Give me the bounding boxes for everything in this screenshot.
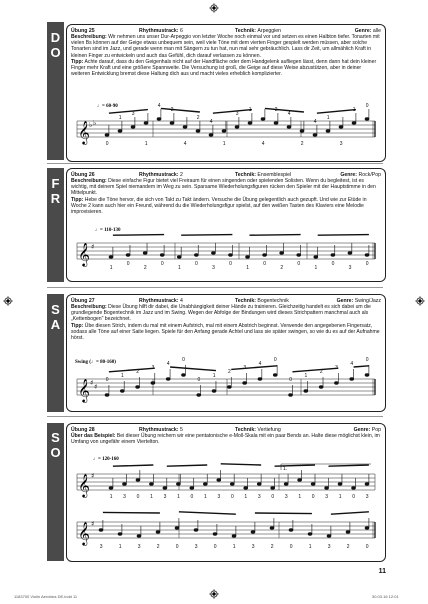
note-head bbox=[258, 378, 262, 381]
note-head bbox=[273, 374, 277, 377]
note-head bbox=[131, 126, 135, 129]
note-head bbox=[300, 130, 304, 133]
note-head bbox=[143, 252, 147, 255]
note-head bbox=[122, 483, 126, 486]
fingering-number: 3 bbox=[137, 544, 141, 550]
day-letter: A bbox=[50, 317, 61, 332]
section-divider bbox=[47, 163, 383, 164]
fingering-number: 1 bbox=[144, 141, 148, 147]
note-head bbox=[352, 487, 356, 490]
note-head bbox=[157, 118, 161, 121]
exercise-header bbox=[67, 169, 385, 178]
note-beam bbox=[109, 368, 155, 372]
fingering-number: 3 bbox=[284, 494, 288, 500]
fingering-number: 0 bbox=[195, 261, 198, 267]
fingering-number: 0 bbox=[160, 261, 164, 267]
fingering-number: 1 bbox=[212, 373, 216, 379]
sharp-icon: ♯ bbox=[91, 472, 95, 480]
note-head bbox=[248, 122, 252, 125]
fingering-number: 4 bbox=[157, 103, 161, 109]
fingering-number: 2 bbox=[280, 265, 284, 271]
note-head bbox=[289, 529, 293, 532]
note-head bbox=[230, 483, 234, 486]
note-head bbox=[325, 487, 329, 490]
note-head bbox=[311, 483, 315, 486]
fingering-number: 0 bbox=[331, 261, 335, 267]
day-letter: S bbox=[51, 302, 60, 317]
fingering-number: 0 bbox=[311, 494, 315, 500]
technique: Technik: Bogentechnik bbox=[235, 298, 289, 304]
fingering-number: 3 bbox=[163, 494, 167, 500]
note-head bbox=[144, 122, 148, 125]
treble-clef-icon: 𝄞 bbox=[78, 378, 90, 402]
fingering-number: 0 bbox=[182, 357, 185, 363]
day-letter: O bbox=[50, 45, 61, 60]
fingering-number: 0 bbox=[365, 357, 369, 363]
registration-mark-icon bbox=[209, 3, 219, 13]
note-beam bbox=[181, 235, 232, 236]
note-head bbox=[149, 483, 153, 486]
fingering-number: 3 bbox=[325, 494, 329, 500]
fingering-number: 0 bbox=[175, 544, 179, 550]
fingering-number: 2 bbox=[196, 115, 200, 121]
note-beam bbox=[265, 108, 304, 112]
exercise-header bbox=[67, 424, 385, 433]
sharp-icon: ♯ bbox=[90, 379, 94, 387]
note-beam bbox=[103, 512, 160, 513]
fingering-number: 1 bbox=[120, 373, 124, 379]
exercise-card bbox=[66, 423, 386, 562]
music-staff bbox=[71, 355, 379, 409]
note-head bbox=[160, 254, 164, 257]
registration-mark-icon bbox=[415, 296, 425, 306]
note-head bbox=[365, 374, 369, 377]
genre: Genre: Swing/Jazz bbox=[336, 298, 381, 304]
exercise-number: Übung 27 bbox=[71, 298, 95, 304]
fingering-number: 3 bbox=[194, 544, 198, 550]
note-head bbox=[212, 390, 216, 393]
note-head bbox=[313, 134, 317, 137]
note-head bbox=[190, 487, 194, 490]
tempo-marking: ♩= 110-130 bbox=[95, 228, 121, 233]
note-head bbox=[319, 386, 323, 389]
technique: Technik: Vertiefung bbox=[235, 427, 281, 433]
fingering-number: 2 bbox=[319, 369, 323, 375]
note-beam bbox=[213, 110, 252, 114]
day-letter: D bbox=[50, 30, 61, 45]
fingering-number: 3 bbox=[257, 494, 261, 500]
fingering-number: 3 bbox=[131, 111, 135, 117]
rhythm-track: Rhythmustrack: 2 bbox=[139, 172, 183, 178]
note-head bbox=[137, 535, 141, 538]
note-head bbox=[181, 374, 185, 377]
note-beam bbox=[255, 513, 312, 514]
note-head bbox=[217, 479, 221, 482]
fingering-number: 4 bbox=[350, 361, 354, 367]
fingering-number: 0 bbox=[213, 544, 217, 550]
genre: Genre: Pop bbox=[353, 427, 381, 433]
note-head bbox=[304, 390, 308, 393]
fingering-number: 3 bbox=[99, 544, 103, 550]
note-head bbox=[105, 394, 109, 397]
note-beam bbox=[167, 465, 207, 466]
day-letter: O bbox=[50, 445, 61, 460]
exercise-card bbox=[66, 168, 386, 282]
fingering-number: 3 bbox=[365, 494, 369, 500]
sharp-icon: ♯ bbox=[94, 383, 98, 391]
registration-mark-icon bbox=[209, 589, 219, 599]
technique: Technik: Arpeggien bbox=[235, 28, 282, 34]
note-head bbox=[228, 254, 232, 257]
note-head bbox=[99, 529, 103, 532]
volta-bracket: 1. bbox=[283, 466, 288, 472]
fingering-number: 3 bbox=[327, 544, 331, 550]
note-head bbox=[331, 254, 335, 257]
fingering-number: 2 bbox=[346, 544, 350, 550]
note-head bbox=[235, 126, 239, 129]
note-beam bbox=[113, 235, 164, 236]
fingering-number: 4 bbox=[287, 111, 291, 117]
note-beam bbox=[170, 367, 216, 371]
note-head bbox=[251, 531, 255, 534]
fingering-number: 3 bbox=[235, 111, 239, 117]
note-head bbox=[211, 252, 215, 255]
fingering-number: 1 bbox=[118, 115, 122, 121]
fingering-number: 4 bbox=[209, 119, 213, 125]
note-head bbox=[177, 256, 181, 259]
fingering-number: 1 bbox=[248, 107, 252, 113]
tip-paragraph: Tipp: Hebe die Töne hervor, die sich von Takt zu Takt ändern. Versuche die Übung gelegentlich auch gezupft. Und wie zur Etüde in Woche 2 kann auch hier ein Freund, während du die Wiederholungsfigur spielst, auf den weißen Tasten des Klaviers eine Melodie improvisieren. bbox=[71, 196, 367, 216]
fingering-number: 2 bbox=[136, 369, 140, 375]
note-head bbox=[194, 529, 198, 532]
note-head bbox=[203, 483, 207, 486]
fingering-number: 3 bbox=[243, 365, 247, 371]
note-head bbox=[209, 134, 213, 137]
note-beam bbox=[221, 464, 261, 465]
fingering-number: 1 bbox=[338, 494, 342, 500]
fingering-number: 1 bbox=[314, 265, 318, 271]
rhythm-track: Rhythmustrack: 5 bbox=[139, 427, 183, 433]
section-divider bbox=[47, 287, 383, 288]
note-head bbox=[287, 126, 291, 129]
note-head bbox=[120, 390, 124, 393]
tip-paragraph: Tipp: Übe diesen Strich, indem du mal mit einem Aufstrich, mal mit einem Abstrich beginnst. Verwende den angegebenen Fingersatz, sodass alle Töne auf einer Saite liegen. Spiele für den Anfang gerade Achtel und lass sie später swingen, so wie du es auf der Aufnahme hörst. bbox=[71, 322, 380, 342]
fingering-number: 2 bbox=[270, 544, 274, 550]
note-head bbox=[105, 134, 109, 137]
note-beam bbox=[275, 465, 315, 466]
day-letter: S bbox=[51, 430, 60, 445]
fingering-number: 0 bbox=[273, 357, 277, 363]
treble-clef-icon: 𝄞 bbox=[78, 521, 90, 545]
fingering-number: 0 bbox=[289, 544, 293, 550]
fingering-number: 0 bbox=[271, 494, 275, 500]
sharp-icon: ♯ bbox=[91, 520, 95, 528]
treble-clef-icon: 𝄞 bbox=[78, 473, 90, 497]
day-letters bbox=[47, 30, 64, 60]
rhythm-track: Rhythmustrack: 4 bbox=[139, 298, 183, 304]
note-head bbox=[280, 252, 284, 255]
flat-icon: ♭ bbox=[89, 121, 93, 129]
fingering-number: 2 bbox=[274, 107, 278, 113]
description-paragraph: Beschreibung: Diese Übung hilft dir dabei, die Unabhängigkeit deiner Hände zu trainieren. Gleichzeitig handelt es sich dabei um die grundlegende Bogentechnik im Jazz und im Swing. Wegen der Abfolge der Bindungen wird dieses Strichpattern manchmal auch als „Kettenbogen" bezeichnet. bbox=[71, 304, 371, 323]
fingering-number: 0 bbox=[365, 103, 369, 109]
fingering-number: 1 bbox=[177, 494, 180, 500]
section-divider bbox=[47, 416, 383, 417]
note-head bbox=[126, 254, 130, 257]
note-head bbox=[298, 479, 302, 482]
note-head bbox=[327, 535, 331, 538]
day-letters bbox=[47, 176, 64, 206]
note-head bbox=[365, 527, 369, 530]
rhythm-track: Rhythmustrack: 6 bbox=[139, 28, 183, 34]
description-paragraph: Beschreibung: Wir nehmen uns unser Dur-Arpeggio von letzter Woche noch einmal vor und setzen es einen Halbton tiefer. Tonarten mit vielen Bs können auf der Geige etwas unbequem sein, weil viele Töne mit dem vierten Finger gespielt werden müssen, aber solche Tonarten sind im Jazz, und gerade wenn man mit Sängern zu tun hat, nun mal sehr gebräuchlich. Lass dir Zeit, um allmählich Kraft in kleinen Finger zu entwickeln und auch das Gefühl, dich darauf verlassen zu können. bbox=[71, 34, 380, 59]
note-head bbox=[175, 527, 179, 530]
fingering-number: 1 bbox=[177, 265, 181, 271]
note-head bbox=[166, 378, 170, 381]
note-beam bbox=[109, 110, 148, 114]
fingering-number: 0 bbox=[105, 377, 109, 383]
note-beam bbox=[249, 235, 300, 236]
note-head bbox=[109, 256, 113, 259]
note-head bbox=[156, 531, 160, 534]
treble-clef-icon: 𝄞 bbox=[78, 242, 90, 266]
note-head bbox=[176, 483, 180, 486]
note-head bbox=[350, 378, 354, 381]
footer-file-info: 1183700 Violin Aerobics DE.indd 11 bbox=[14, 594, 78, 599]
note-head bbox=[232, 535, 236, 538]
music-staff bbox=[71, 223, 379, 279]
note-head bbox=[163, 487, 167, 490]
exercise-text bbox=[67, 433, 385, 445]
note-beam bbox=[331, 512, 369, 514]
flat-icon: ♭ bbox=[93, 119, 97, 127]
fingering-number: 0 bbox=[297, 261, 301, 267]
note-beam bbox=[161, 108, 200, 112]
fingering-number: 3 bbox=[151, 365, 155, 371]
fingering-number: 0 bbox=[136, 494, 140, 500]
music-staff bbox=[71, 448, 379, 558]
note-head bbox=[136, 479, 140, 482]
day-letter: F bbox=[51, 176, 60, 191]
fingering-number: 2 bbox=[228, 369, 231, 375]
page-number: 11 bbox=[378, 568, 386, 575]
note-beam bbox=[113, 465, 153, 466]
note-head bbox=[314, 256, 318, 259]
exercise-text bbox=[67, 304, 385, 341]
exercise-number: Übung 26 bbox=[71, 172, 95, 178]
tempo-marking: ♩= 60-90 bbox=[97, 104, 118, 109]
fingering-number: 3 bbox=[217, 494, 221, 500]
genre: Genre: alle bbox=[354, 28, 381, 34]
fingering-number: 1 bbox=[109, 494, 113, 500]
note-head bbox=[284, 483, 288, 486]
note-head bbox=[271, 487, 275, 490]
note-head bbox=[213, 533, 217, 536]
note-head bbox=[227, 386, 231, 389]
fingering-number: 0 bbox=[105, 141, 109, 147]
exercise-number: Übung 25 bbox=[71, 28, 95, 34]
fingering-number: 4 bbox=[313, 119, 317, 125]
note-head bbox=[289, 394, 293, 397]
note-beam bbox=[317, 110, 356, 114]
technique: Technik: Ensemblespiel bbox=[235, 172, 292, 178]
note-head bbox=[365, 483, 369, 486]
fingering-number: 2 bbox=[143, 265, 147, 271]
note-head bbox=[243, 382, 247, 385]
note-head bbox=[196, 130, 200, 133]
note-head bbox=[263, 254, 267, 257]
exercise-card bbox=[66, 24, 386, 162]
fingering-number: 3 bbox=[335, 365, 338, 371]
fingering-number: 3 bbox=[123, 494, 126, 500]
day-letters bbox=[47, 430, 64, 460]
fingering-number: 0 bbox=[229, 261, 232, 267]
note-head bbox=[244, 487, 248, 490]
fingering-number: 0 bbox=[365, 261, 369, 267]
fingering-number: 0 bbox=[190, 494, 194, 500]
note-head bbox=[194, 254, 198, 257]
fingering-number: 1 bbox=[244, 494, 248, 500]
note-beam bbox=[318, 235, 369, 236]
music-staff bbox=[71, 99, 379, 159]
note-head bbox=[326, 130, 330, 133]
note-head bbox=[257, 483, 261, 486]
note-head bbox=[246, 256, 250, 259]
note-head bbox=[118, 130, 122, 133]
note-head bbox=[222, 130, 226, 133]
day-letter: R bbox=[50, 191, 61, 206]
fingering-number: 3 bbox=[339, 141, 343, 147]
fingering-number: 1 bbox=[222, 141, 226, 147]
fingering-number: 1 bbox=[326, 115, 330, 121]
exercise-header bbox=[67, 25, 385, 34]
fingering-number: 1 bbox=[118, 544, 122, 550]
fingering-number: 0 bbox=[197, 377, 201, 383]
fingering-number: 1 bbox=[304, 373, 308, 379]
fingering-number: 3 bbox=[348, 265, 352, 271]
fingering-number: 4 bbox=[183, 141, 187, 147]
note-head bbox=[365, 118, 369, 121]
fingering-number: 0 bbox=[230, 494, 234, 500]
note-head bbox=[151, 382, 155, 385]
note-head bbox=[270, 527, 274, 530]
note-beam bbox=[354, 366, 369, 367]
fingering-number: 1 bbox=[298, 494, 302, 500]
note-head bbox=[261, 118, 265, 121]
fingering-number: 4 bbox=[258, 361, 262, 367]
note-head bbox=[109, 487, 113, 490]
fingering-number: 2 bbox=[170, 107, 174, 113]
fingering-number: 0 bbox=[289, 377, 293, 383]
note-head bbox=[197, 394, 201, 397]
note-beam bbox=[328, 465, 368, 466]
fingering-number: 1 bbox=[352, 107, 356, 113]
treble-clef-icon: 𝄞 bbox=[78, 120, 90, 144]
note-head bbox=[348, 252, 352, 255]
exercise-header bbox=[67, 295, 385, 304]
fingering-number: 1 bbox=[232, 544, 236, 550]
description-paragraph: Über das Beispiel: Bei dieser Übung reichern wir eine pentatonische e-Moll-Skala mit ein paar Bends an. Halte diese möglichst klein, im Umfang von ungefähr einem Viertelton. bbox=[71, 433, 380, 446]
description-paragraph: Beschreibung: Diese einfache Figur bietet viel Freiraum für einen singenden oder spielenden Solisten. Wenn du begleitest, ist es wichtig, mit deinem Spiel niemandem im Weg zu sein. Sparsame Wiederholungsfiguren rücken den Spieler mit der Hauptstimme in den Mittelpunkt. bbox=[71, 178, 376, 197]
fingering-number: 4 bbox=[166, 361, 170, 367]
note-head bbox=[365, 254, 369, 257]
note-head bbox=[334, 382, 338, 385]
exercise-text bbox=[67, 178, 385, 215]
note-head bbox=[183, 126, 187, 129]
fingering-number: 1 bbox=[109, 265, 113, 271]
fingering-number: 0 bbox=[365, 544, 369, 550]
exercise-number: Übung 28 bbox=[71, 427, 95, 433]
note-beam bbox=[231, 366, 277, 370]
note-head bbox=[352, 122, 356, 125]
day-letters bbox=[47, 302, 64, 332]
fingering-number: 1 bbox=[150, 494, 153, 500]
note-head bbox=[338, 483, 342, 486]
registration-mark-icon bbox=[3, 296, 13, 306]
fingering-number: 2 bbox=[300, 141, 304, 147]
fingering-number: 3 bbox=[212, 265, 215, 271]
tip-paragraph: Tipp: Achte darauf, dass du den Geigenhals nicht auf der Handfläche oder dem Handgelenk aufliegen lässt, denn dann hat dein kleiner Finger mehr Kraft und eine größere Spannweite. Die Versuchung ist groß, die Geige auf diese Weise abzustützen, aber in deiner weiteren Entwicklung bremst diese Haltung dich aus und macht vieles erheblich komplizierter. bbox=[71, 58, 377, 78]
genre: Genre: Rock/Pop bbox=[340, 172, 381, 178]
note-head bbox=[274, 122, 278, 125]
fingering-number: 0 bbox=[263, 261, 267, 267]
fingering-number: 0 bbox=[126, 261, 130, 267]
fingering-number: 2 bbox=[156, 544, 160, 550]
footer-timestamp: 30.03.16 12:01 bbox=[372, 594, 399, 599]
note-beam bbox=[179, 512, 236, 514]
note-head bbox=[308, 533, 312, 536]
note-head bbox=[136, 386, 140, 389]
note-head bbox=[118, 533, 122, 536]
fingering-number: 0 bbox=[352, 494, 356, 500]
fingering-number: 1 bbox=[246, 265, 250, 271]
note-head bbox=[170, 122, 174, 125]
tempo-marking: Swing (♩= 80-160) bbox=[75, 360, 116, 365]
exercise-text bbox=[67, 34, 385, 77]
fingering-number: 1 bbox=[308, 544, 312, 550]
exercise-card bbox=[66, 294, 386, 412]
fingering-number: 1 bbox=[204, 494, 207, 500]
note-head bbox=[339, 126, 343, 129]
fingering-number: 3 bbox=[251, 544, 255, 550]
fingering-number: 4 bbox=[261, 141, 265, 147]
tempo-marking: ♩= 120-160 bbox=[93, 457, 119, 462]
note-head bbox=[297, 254, 301, 257]
note-beam bbox=[292, 368, 338, 372]
note-head bbox=[346, 531, 350, 534]
sharp-icon: ♯ bbox=[91, 243, 95, 251]
